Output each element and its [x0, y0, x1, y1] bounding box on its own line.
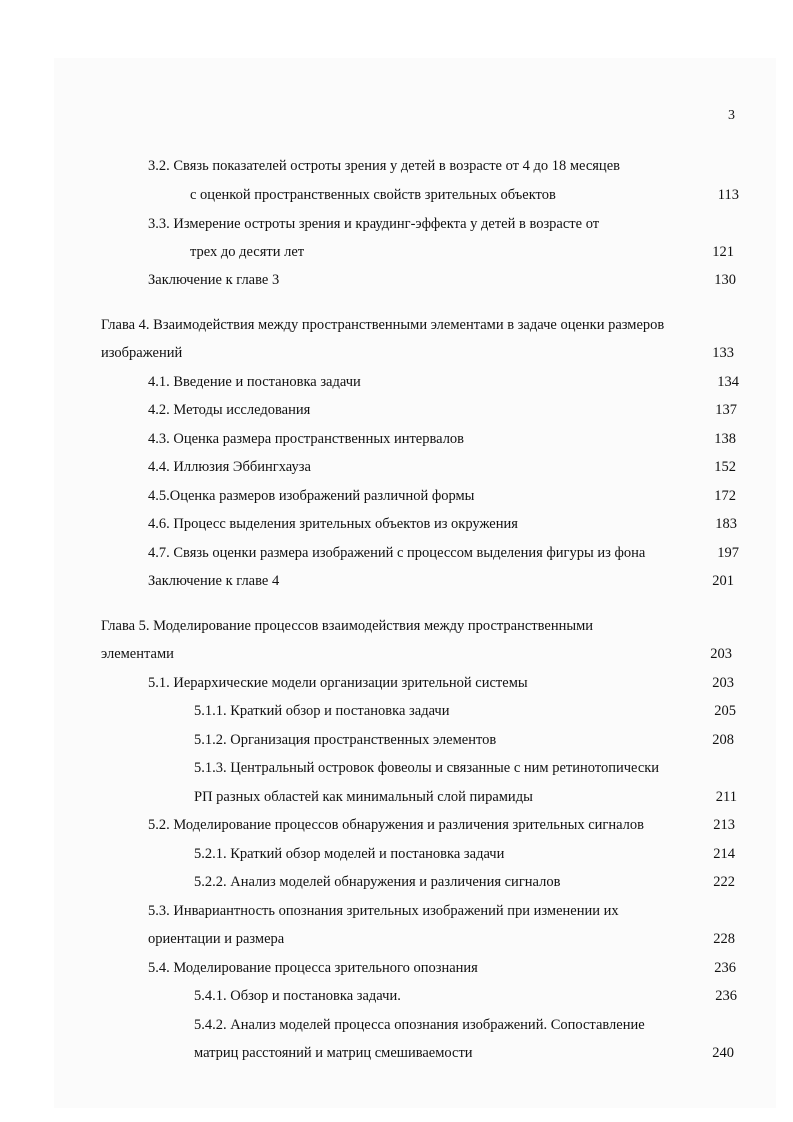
toc-entry-text: 4.2. Методы исследования [148, 402, 311, 418]
toc-chapter-title: Глава 5. Моделирование процессов взаимодействия между пространственными [101, 618, 594, 634]
toc-chapter-title: элементами [101, 646, 174, 662]
toc-entry-page: 213 [713, 817, 735, 833]
toc-entry-page: 172 [714, 488, 736, 504]
toc-entry-page: 197 [717, 545, 739, 561]
toc-entry-text: 3.2. Связь показателей остроты зрения у детей в возрасте от 4 до 18 месяцев [148, 158, 620, 174]
toc-entry-text: 5.2.1. Краткий обзор моделей и постановка задачи [194, 846, 505, 862]
toc-entry-page: 121 [712, 244, 734, 260]
page-number: 3 [728, 108, 735, 123]
toc-entry-page: 211 [715, 789, 737, 805]
toc-entry-text: 5.1.1. Краткий обзор и постановка задачи [194, 703, 450, 719]
toc-entry-text: 5.4.2. Анализ моделей процесса опознания изображений. Сопоставление [194, 1017, 645, 1033]
toc-entry-text: 4.7. Связь оценки размера изображений с процессом выделения фигуры из фона [148, 545, 646, 561]
toc-entry-page: 208 [712, 732, 734, 748]
toc-entry-page: 133 [712, 345, 734, 361]
toc-entry-page: 183 [715, 516, 737, 532]
toc-entry-text: ориентации и размера [148, 931, 285, 947]
toc-entry-text: 5.2.2. Анализ моделей обнаружения и различения сигналов [194, 874, 561, 890]
toc-entry-page: 228 [713, 931, 735, 947]
toc-entry-page: 137 [715, 402, 737, 418]
toc-chapter-title: Глава 4. Взаимодействия между пространственными элементами в задаче оценки размеров [101, 317, 665, 333]
toc-entry-text: 4.5.Оценка размеров изображений различной формы [148, 488, 475, 504]
toc-entry-text: 5.1.3. Центральный островок фовеолы и связанные с ним ретинотопически [194, 760, 660, 776]
toc-entry-text: 5.2. Моделирование процессов обнаружения и различения зрительных сигналов [148, 817, 645, 833]
toc-entry-page: 203 [712, 675, 734, 691]
toc-entry-page: 113 [717, 187, 739, 203]
toc-entry-text: Заключение к главе 4 [148, 573, 280, 589]
toc-entry-page: 214 [713, 846, 735, 862]
toc-entry-page: 203 [710, 646, 732, 662]
toc-entry-page: 236 [715, 988, 737, 1004]
toc-entry-text: 3.3. Измерение остроты зрения и краудинг-эффекта у детей в возрасте от [148, 216, 600, 232]
toc-entry-text: Заключение к главе 3 [148, 272, 280, 288]
toc-entry-text: с оценкой пространственных свойств зрительных объектов [190, 187, 556, 203]
toc-entry-page: 134 [717, 374, 739, 390]
toc-entry-text: 4.6. Процесс выделения зрительных объектов из окружения [148, 516, 518, 532]
toc-entry-page: 240 [712, 1045, 734, 1061]
toc-entry-text: матриц расстояний и матриц смешиваемости [194, 1045, 473, 1061]
toc-entry-text: РП разных областей как минимальный слой пирамиды [194, 789, 533, 805]
toc-entry-text: 5.1. Иерархические модели организации зрительной системы [148, 675, 528, 691]
toc-entry-text: 4.1. Введение и постановка задачи [148, 374, 361, 390]
toc-chapter-title: изображений [101, 345, 183, 361]
toc-entry-text: 5.4. Моделирование процесса зрительного опознания [148, 960, 478, 976]
toc-entry-page: 152 [714, 459, 736, 475]
toc-entry-text: 5.1.2. Организация пространственных элементов [194, 732, 497, 748]
toc-entry-text: 4.3. Оценка размера пространственных интервалов [148, 431, 465, 447]
toc-entry-page: 138 [714, 431, 736, 447]
toc-entry-page: 201 [712, 573, 734, 589]
toc-entry-text: трех до десяти лет [190, 244, 305, 260]
toc-entry-page: 236 [714, 960, 736, 976]
toc-entry-page: 222 [713, 874, 735, 890]
toc-entry-text: 5.3. Инвариантность опознания зрительных изображений при изменении их [148, 903, 619, 919]
toc-entry-text: 5.4.1. Обзор и постановка задачи. [194, 988, 401, 1004]
toc-entry-page: 130 [714, 272, 736, 288]
toc-entry-page: 205 [714, 703, 736, 719]
toc-entry-text: 4.4. Иллюзия Эббингхауза [148, 459, 311, 475]
